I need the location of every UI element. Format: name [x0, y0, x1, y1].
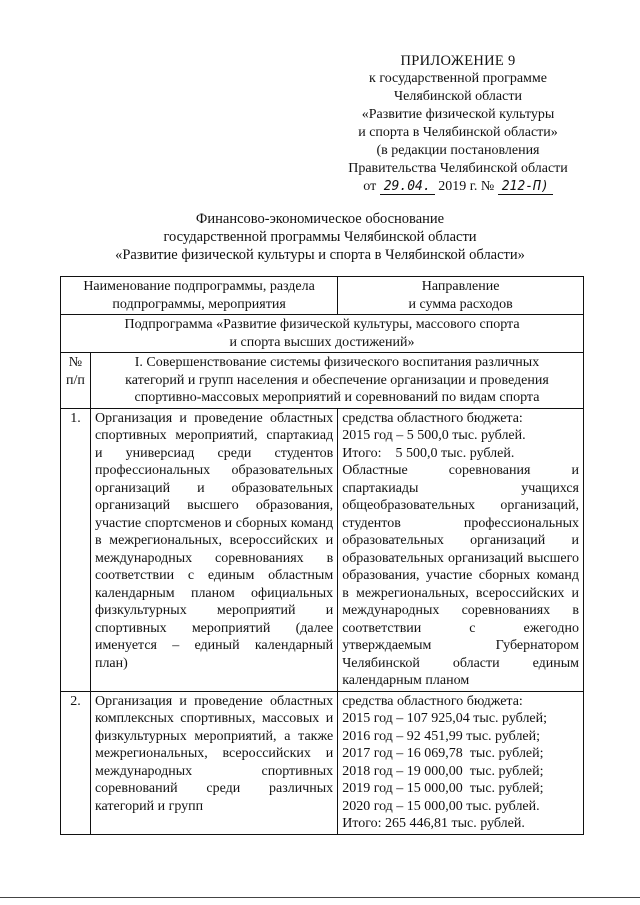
section-text: I. Совершенствование системы физического воспитания различных — [134, 355, 540, 370]
row-description: Организация и проведение областных комплексных спортивных, массовых и физкультурных мероприятий, а также межрегиональных, всероссийских и международных спортивных соревнований среди различных категорий и групп — [90, 691, 337, 834]
row-funding — [338, 408, 584, 691]
num-header-cell — [61, 353, 91, 409]
funding-line: 2018 год – 19 000,00 тыс. рублей; — [342, 763, 544, 779]
appendix-line: и спорта в Челябинской области» — [358, 125, 558, 140]
table-row — [61, 408, 584, 691]
document-title — [60, 210, 580, 264]
funding-line: 2015 год – 107 925,04 тыс. рублей; — [342, 711, 548, 726]
title-line: государственной программы Челябинской области — [163, 229, 477, 245]
funding-line: 2017 год – 16 069,78 тыс. рублей; — [342, 746, 544, 761]
header-subprogram-cell — [61, 277, 338, 315]
row-number: 1. — [61, 408, 91, 691]
num-header-text: п/п — [66, 372, 85, 388]
funding-total: Итого: 5 500,0 тыс. рублей. — [342, 445, 515, 461]
funding-line: средства областного бюджета: — [342, 410, 523, 426]
funding-total: Итого: 265 446,81 тыс. рублей. — [342, 816, 525, 831]
appendix-header — [308, 52, 608, 196]
appendix-title: ПРИЛОЖЕНИЕ 9 — [400, 53, 516, 69]
year-label: 2019 г. № — [438, 179, 495, 194]
row-funding — [338, 691, 584, 834]
title-line: «Развитие физической культуры и спорта в Челябинской области» — [115, 247, 525, 263]
header-text: Наименование подпрограммы, раздела — [83, 279, 315, 294]
appendix-line: к государственной программе — [369, 71, 547, 86]
funding-line: 2015 год – 5 500,0 тыс. рублей. — [342, 428, 526, 443]
header-text: и сумма расходов — [408, 296, 513, 312]
from-label: от — [363, 179, 377, 194]
resolution-date: 29.04. — [380, 179, 435, 195]
appendix-line: «Развитие физической культуры — [361, 107, 555, 122]
row-number: 2. — [61, 691, 91, 834]
resolution-date-line — [308, 178, 608, 196]
funding-line: 2016 год – 92 451,99 тыс. рублей; — [342, 728, 541, 744]
subprogram-text: Подпрограмма «Развитие физической культуры, массового спорта — [124, 317, 520, 332]
header-funding-cell — [338, 277, 584, 315]
header-text: Направление — [421, 279, 500, 294]
page-bottom-rule — [0, 897, 640, 898]
section-cell — [90, 353, 583, 409]
table-row — [61, 691, 584, 834]
funding-note: Областные соревнования и спартакиады учащихся общеобразовательных организаций, студентов профессиональных образовательных организаций и образовательных организаций высшего образования, участие сборных команд в межрегиональных, всероссийских и международных соревнованиях в соответствии с ежегодно утверждаемым Губернатором Челябинской области единым календарным планом — [342, 463, 579, 688]
funding-line: 2019 год – 15 000,00 тыс. рублей; — [342, 781, 544, 796]
resolution-number: 212-П) — [498, 179, 553, 195]
subprogram-cell — [61, 315, 584, 353]
table-header-row — [61, 277, 584, 315]
appendix-line: (в редакции постановления — [376, 143, 540, 158]
appendix-line: Челябинской области — [394, 89, 522, 104]
appendix-line: Правительства Челябинской области — [348, 161, 568, 176]
funding-line: средства областного бюджета: — [342, 693, 523, 709]
subprogram-row — [61, 315, 584, 353]
subprogram-text: и спорта высших достижений» — [229, 334, 415, 350]
section-row — [61, 353, 584, 409]
num-header-text: № — [68, 355, 83, 370]
funding-table — [60, 276, 584, 835]
funding-line: 2020 год – 15 000,00 тыс. рублей. — [342, 798, 540, 814]
title-line: Финансово-экономическое обоснование — [195, 211, 445, 227]
header-text: подпрограммы, мероприятия — [112, 296, 286, 312]
row-description: Организация и проведение областных спортивных мероприятий, спартакиад и универсиад среди студентов профессиональных образовательных организаций и образовательных организаций высшего образования, участие спортсменов и сборных команд в межрегиональных, всероссийских и международных соревнованиях в соответствии с единым областным календарным планом официальных физкультурных мероприятий и спортивных мероприятий (далее именуется – единый календарный план) — [90, 408, 337, 691]
section-text: спортивно-массовых мероприятий и соревнований по видам спорта — [134, 390, 540, 405]
section-text: категорий и групп населения и обеспечение организации и проведения — [125, 372, 549, 388]
